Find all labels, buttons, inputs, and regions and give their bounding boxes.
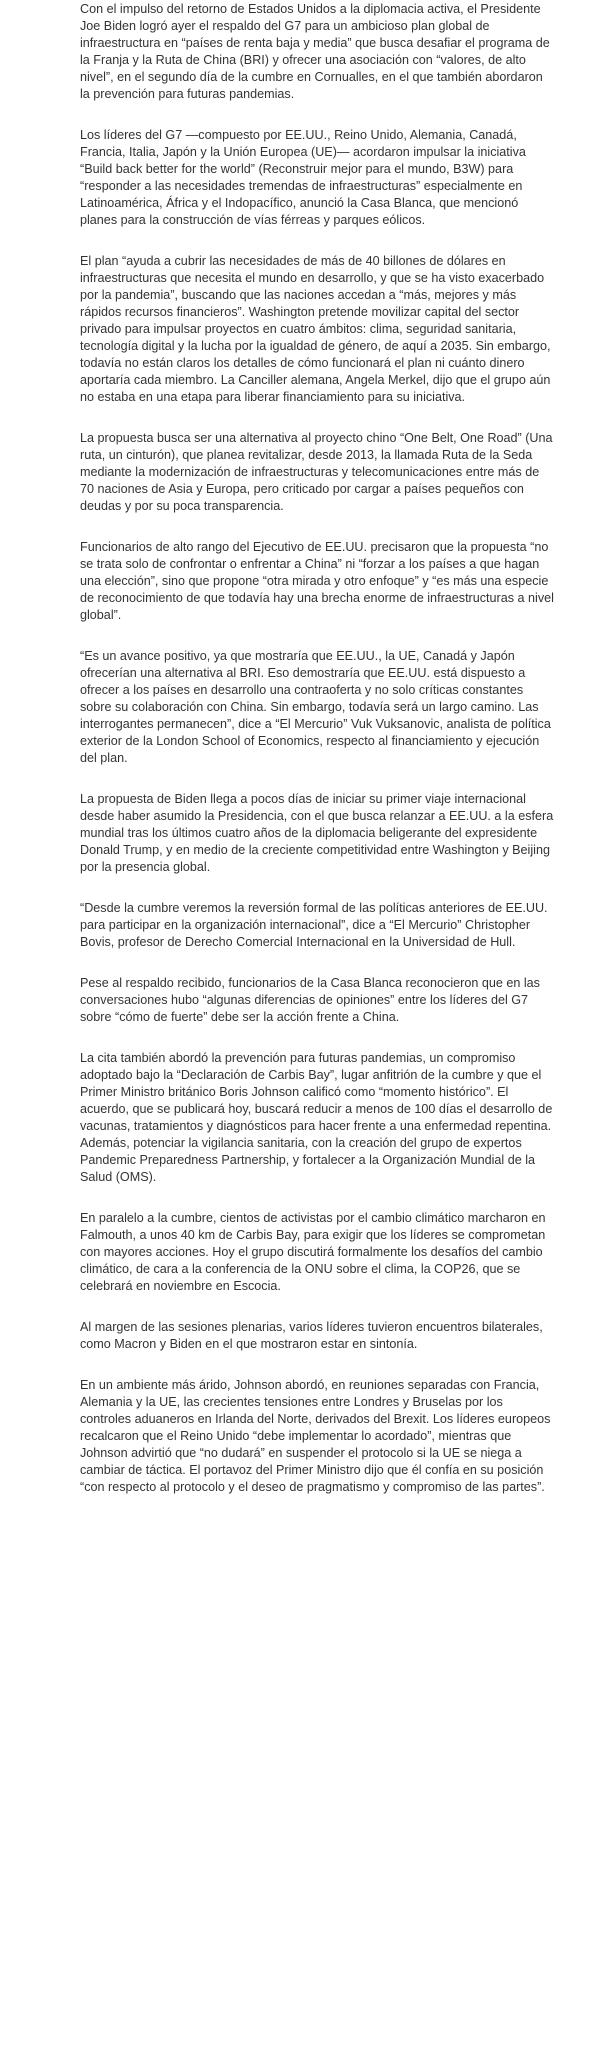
article-paragraph: Al margen de las sesiones plenarias, varios líderes tuvieron encuentros bilaterales, como Macron y Biden en el que mostraron estar en sintonía. [80,1320,543,1351]
article-paragraph: En un ambiente más árido, Johnson abordó, en reuniones separadas con Francia, Alemania y la UE, las crecientes tensiones entre Londres y Bruselas por los controles aduaneros en Irlanda del Norte, derivados del Brexit. Los líderes europeos recalcaron que el Reino Unido “debe implementar lo acordado”, mientras que Johnson advirtió que “no dudará” en suspender el protocolo si la UE se niega a cambiar de táctica. El portavoz del Primer Ministro dijo que él confía en su posición “con respecto al protocolo y el deseo de pragmatismo y compromiso de las partes”. [80,1378,551,1494]
article-paragraph: Los líderes del G7 —compuesto por EE.UU., Reino Unido, Alemania, Canadá, Francia, Italia, Japón y la Unión Europea (UE)— acordaron impulsar la iniciativa “Build back better for the world” (Reconstruir mejor para el mundo, B3W) para “responder a las necesidades tremendas de infraestructuras” especialmente en Latinoamérica, África y el Indopacífico, anunció la Casa Blanca, que mencionó planes para la construcción de vías férreas y parques eólicos. [80,128,526,227]
article-paragraph: En paralelo a la cumbre, cientos de activistas por el cambio climático marcharon en Falmouth, a unos 40 km de Carbis Bay, para exigir que los líderes se comprometan con mayores acciones. Hoy el grupo discutirá formalmente los desafíos del cambio climático, de cara a la conferencia de la ONU sobre el clima, la COP26, que se celebrará en noviembre en Escocia. [80,1211,546,1293]
article-paragraph: “Desde la cumbre veremos la reversión formal de las políticas anteriores de EE.UU. para participar en la organización internacional”, dice a “El Mercurio” Christopher Bovis, profesor de Derecho Comercial Internacional en la Universidad de Hull. [80,901,548,949]
article-paragraph: “Es un avance positivo, ya que mostraría que EE.UU., la UE, Canadá y Japón ofrecerían una alternativa al BRI. Eso demostraría que EE.UU. está dispuesto a ofrecer a los países en desarrollo una contraoferta y no solo críticas constantes sobre su colaboración con China. Sin embargo, todavía será un largo camino. Las interrogantes permanecen”, dice a “El Mercurio” Vuk Vuksanovic, analista de política exterior de la London School of Economics, respecto al financiamiento y ejecución del plan. [80,649,551,765]
article-paragraph: Con el impulso del retorno de Estados Unidos a la diplomacia activa, el Presidente Joe Biden logró ayer el respaldo del G7 para un ambicioso plan global de infraestructura en “países de renta baja y media” que busca desafiar el programa de la Franja y la Ruta de China (BRI) y ofrecer una asociación con “valores, de alto nivel”, en el segundo día de la cumbre en Cornualles, en el que también abordaron la prevención para futuras pandemias. [80,2,550,101]
article-paragraph: Pese al respaldo recibido, funcionarios de la Casa Blanca reconocieron que en las conversaciones hubo “algunas diferencias de opiniones” entre los líderes del G7 sobre “cómo de fuerte” debe ser la acción frente a China. [80,976,540,1024]
article-paragraph: La cita también abordó la prevención para futuras pandemias, un compromiso adoptado bajo la “Declaración de Carbis Bay”, lugar anfitrión de la cumbre y que el Primer Ministro británico Boris Johnson calificó como “momento histórico”. El acuerdo, que se publicará hoy, buscará reducir a menos de 100 días el desarrollo de vacunas, tratamientos y diagnósticos para hacer frente a una enfermedad repentina. Además, potenciar la vigilancia sanitaria, con la creación del grupo de expertos Pandemic Preparedness Partnership, y fortalecer a la Organización Mundial de la Salud (OMS). [80,1051,553,1184]
article-paragraph: Funcionarios de alto rango del Ejecutivo de EE.UU. precisaron que la propuesta “no se trata solo de confrontar o enfrentar a China” ni “forzar a los países a que hagan una elección”, sino que propone “otra mirada y otro enfoque” y “es más una especie de reconocimiento de que todavía hay una brecha enorme de infraestructuras a nivel global”. [80,540,554,622]
article-body [0,1,610,1496]
article-paragraph: El plan “ayuda a cubrir las necesidades de más de 40 billones de dólares en infraestructuras que necesita el mundo en desarrollo, y que se ha visto exacerbado por la pandemia”, buscando que las naciones accedan a “más, mejores y más rápidos recursos financieros”. Washington pretende movilizar capital del sector privado para impulsar proyectos en cuatro ámbitos: clima, seguridad sanitaria, tecnología digital y la lucha por la igualdad de género, de aquí a 2035. Sin embargo, todavía no están claros los detalles de cómo funcionará el plan ni cuánto dinero aportaría cada miembro. La Canciller alemana, Angela Merkel, dijo que el grupo aún no estaba en una etapa para liberar financiamiento para su iniciativa. [80,254,551,404]
article-paragraph: La propuesta busca ser una alternativa al proyecto chino “One Belt, One Road” (Una ruta, un cinturón), que planea revitalizar, desde 2013, la llamada Ruta de la Seda mediante la modernización de infraestructuras y telecomunicaciones entre más de 70 naciones de Asia y Europa, pero criticado por cargar a países pequeños con deudas y por su poca transparencia. [80,431,553,513]
article-paragraph: La propuesta de Biden llega a pocos días de iniciar su primer viaje internacional desde haber asumido la Presidencia, con el que busca relanzar a EE.UU. a la esfera mundial tras los últimos cuatro años de la diplomacia beligerante del expresidente Donald Trump, y en medio de la creciente competitividad entre Washington y Beijing por la presencia global. [80,792,554,874]
